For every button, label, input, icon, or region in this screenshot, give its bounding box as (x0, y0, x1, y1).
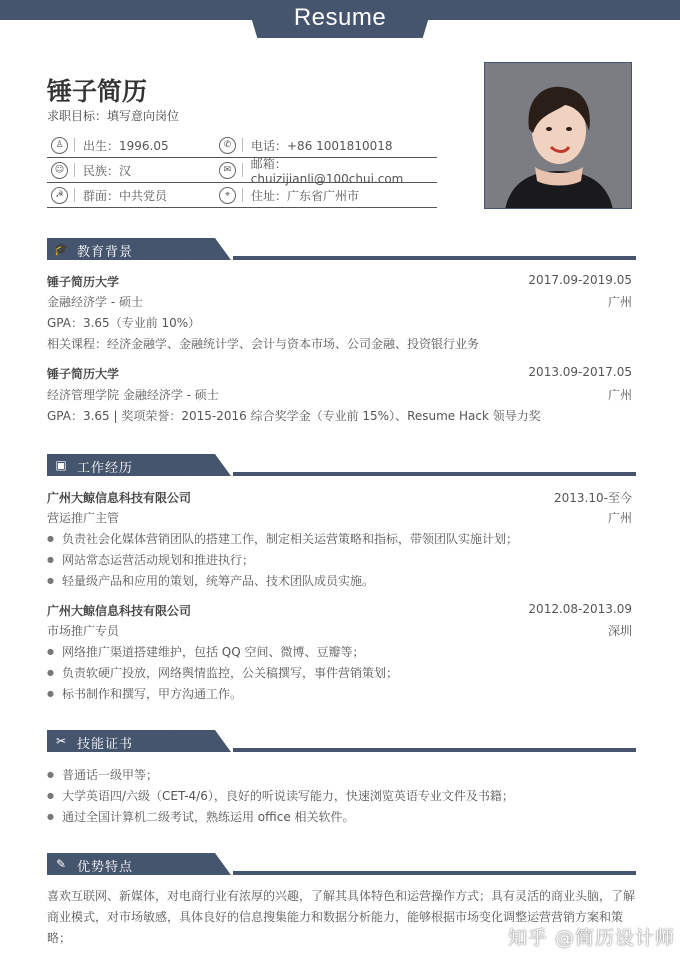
party-info (47, 187, 215, 204)
party-icon: ☭ (51, 187, 68, 204)
party-text: 群面：中共党员 (83, 188, 168, 203)
divider (74, 188, 75, 202)
ethnicity-text: 民族：汉 (83, 163, 132, 178)
list-item: ● 通过全国计算机二级考试，熟练运用 office 相关软件。 (47, 808, 355, 825)
education-courses (47, 335, 632, 352)
major: 金融经济学 - 硕士 (47, 295, 143, 309)
list-item: ● 轻量级产品和应用的策划，统筹产品、技术团队成员实施。 (47, 572, 374, 589)
education-date: 2013.09-2017.05 (528, 365, 632, 379)
education-city: 广州 (607, 388, 632, 402)
personal-info-grid (47, 133, 437, 208)
section-rule (233, 472, 636, 476)
education-entry-sub (47, 386, 632, 403)
work-entry-sub (47, 509, 632, 526)
divider (74, 138, 75, 152)
job-objective: 求职目标：填写意向岗位 (47, 109, 180, 123)
major: 经济管理学院 金融经济学 - 硕士 (47, 388, 219, 402)
education-section-header (47, 238, 636, 262)
education-date: 2017.09-2019.05 (528, 273, 632, 287)
school-name: 锤子简历大学 (47, 367, 120, 381)
people-icon: ☺ (51, 162, 68, 179)
education-entry-header (47, 365, 632, 382)
job-role: 营运推广主管 (47, 511, 120, 525)
edit-icon: ✎ (55, 857, 67, 871)
ethnicity-info (47, 162, 215, 179)
work-date: 2012.08-2013.09 (528, 602, 632, 616)
courses-text: 相关课程：经济金融学、金融统计学、会计与资本市场、公司金融、投资银行业务 (47, 337, 480, 351)
work-entry-header (47, 489, 632, 506)
work-section-header (47, 454, 636, 478)
briefcase-icon: ▣ (55, 458, 67, 472)
skills-title: 技能证书 (77, 737, 134, 752)
divider (242, 188, 243, 202)
education-city: 广州 (607, 295, 632, 309)
portrait-illustration (485, 63, 632, 209)
section-rule (233, 871, 636, 875)
section-rule (233, 256, 636, 260)
strengths-line: 喜欢互联网、新媒体，对电商行业有浓厚的兴趣，了解其具体特色和运营操作方式；具有灵活的商业头脑，了解 (47, 889, 636, 903)
gpa-text: GPA：3.65（专业前 10%） (47, 316, 201, 330)
info-row (47, 183, 437, 208)
mail-icon: ✉ (219, 162, 236, 179)
phone-info (215, 137, 437, 154)
list-item: ● 标书制作和撰写，甲方沟通工作。 (47, 685, 242, 702)
work-title: 工作经历 (77, 461, 134, 476)
work-entry-sub (47, 622, 632, 639)
work-city: 广州 (607, 511, 632, 525)
company-name: 广州大鲸信息科技有限公司 (47, 491, 192, 505)
education-title: 教育背景 (77, 245, 134, 260)
divider (242, 138, 243, 152)
email-info (215, 155, 437, 186)
education-gpa (47, 314, 632, 331)
tools-icon: ✂ (55, 734, 67, 748)
education-entry-header (47, 273, 632, 290)
gpa-text: GPA：3.65 | 奖项荣誉：2015-2016 综合奖学金（专业前 15%）、Resume Hack 领导力奖 (47, 409, 541, 423)
strengths-title: 优势特点 (77, 860, 134, 875)
birth-text: 出生：1996.05 (83, 138, 169, 153)
strengths-section-header (47, 853, 636, 877)
list-item: ● 大学英语四/六级（CET-4/6），良好的听说读写能力，快速浏览英语专业文件及书籍； (47, 787, 514, 804)
work-city: 深圳 (607, 624, 632, 638)
resume-title: Resume (293, 4, 387, 31)
skills-section-header (47, 730, 636, 754)
company-name: 广州大鲸信息科技有限公司 (47, 604, 192, 618)
list-item: ● 网站常态运营活动规划和推进执行； (47, 551, 254, 568)
address-text: 住址：广东省广州市 (251, 188, 360, 203)
list-item: ● 负责社会化媒体营销团队的搭建工作，制定相关运营策略和指标，带领团队实施计划； (47, 530, 518, 547)
info-row (47, 156, 437, 186)
user-icon: ♙ (51, 137, 68, 154)
watermark: 知乎 @简历设计师 (508, 927, 676, 949)
address-info (215, 187, 437, 204)
list-item: ● 网络推广渠道搭建维护，包括 QQ 空间、微博、豆瓣等； (47, 643, 365, 660)
email-text: 邮箱：chuizijianli@100chui.com (250, 156, 404, 186)
education-gpa (47, 407, 632, 424)
candidate-name: 锤子简历 (47, 77, 148, 106)
strengths-line: 商业模式，对市场敏感，具体良好的信息搜集能力和数据分析能力，能够根据市场变化调整运营营销方案和策略； (47, 910, 624, 945)
divider (74, 163, 75, 177)
birth-info (47, 137, 215, 154)
phone-text: 电话：+86 1001810018 (251, 138, 393, 153)
graduation-cap-icon: 🎓 (53, 242, 69, 256)
list-item: ● 负责软硬广投放，网络舆情监控，公关稿撰写，事件营销策划； (47, 664, 398, 681)
work-date: 2013.10-至今 (554, 491, 632, 505)
work-entry-header (47, 602, 632, 619)
job-role: 市场推广专员 (47, 624, 120, 638)
list-item: ● 普通话一级甲等； (47, 766, 158, 783)
profile-photo (484, 62, 632, 209)
section-rule (233, 748, 636, 752)
school-name: 锤子简历大学 (47, 275, 120, 289)
divider (242, 163, 243, 177)
education-entry-sub (47, 293, 632, 310)
phone-icon: ✆ (219, 137, 236, 154)
location-icon: ⌖ (219, 187, 236, 204)
